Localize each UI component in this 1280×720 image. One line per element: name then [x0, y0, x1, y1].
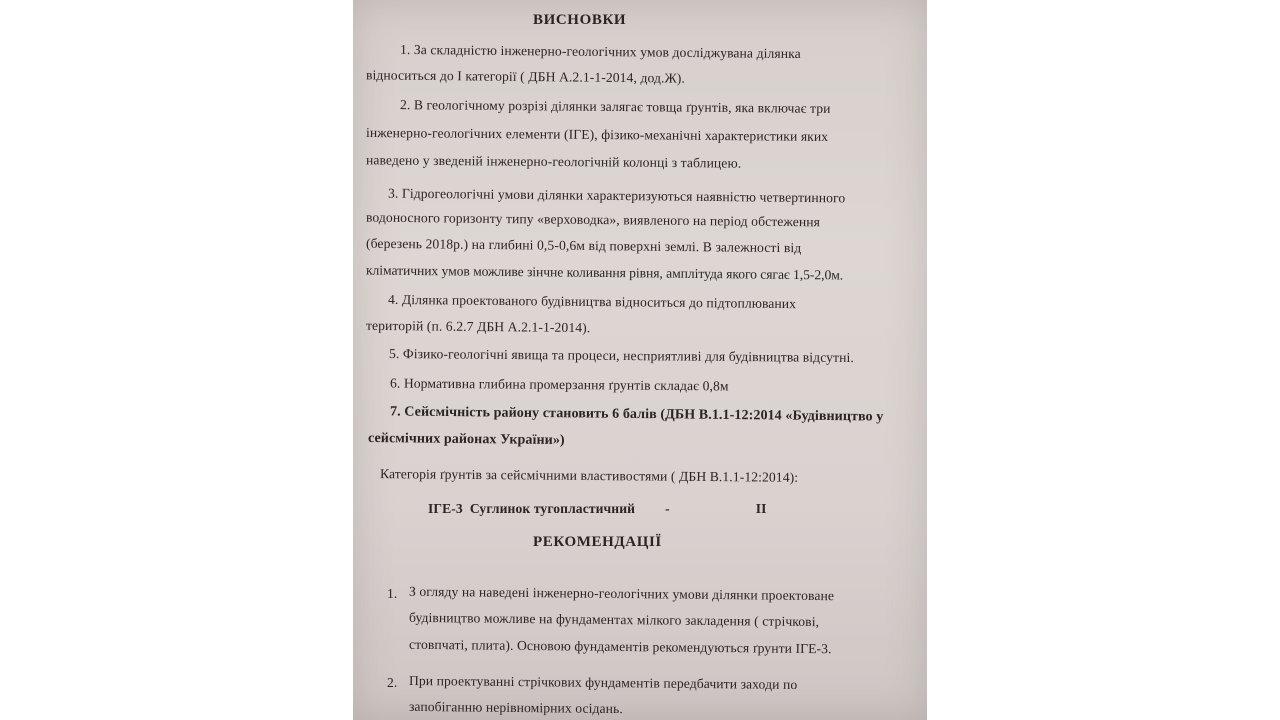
recommendation-1-line-3: стовпчаті, плита). Основою фундаментів рекомендуються ґрунти ІГЕ-3. [408, 636, 832, 657]
conclusion-2-line-3: наведено у зведеній інженерно-геологічній колонці з таблицею. [365, 152, 742, 171]
soil-category: ІІ [755, 501, 767, 516]
soil-element: ІГЕ-3 [428, 501, 463, 516]
conclusion-7-line-1: 7. Сейсмічність району становить 6 балів (ДБН В.1.1-12:2014 «Будівництво у [389, 404, 884, 425]
conclusion-3-line-1: 3. Гідрогеологічні умови ділянки характеризуються наявністю четвертинного [387, 185, 846, 206]
conclusion-4-line-2: територій (п. 6.2.7 ДБН А.2.1-1-2014). [365, 317, 591, 336]
conclusion-4-line-1: 4. Ділянка проектованого будівництва відноситься до підтоплюваних [387, 291, 797, 312]
recommendation-2-line-1: При проектуванні стрічкових фундаментів передбачити заходи по [408, 672, 798, 693]
document-photo [353, 0, 927, 720]
recommendation-1-line-2: будівництво можливе на фундаментах мілкого закладення ( стрічкові, [408, 609, 820, 630]
conclusion-7-line-2: сейсмічних районах України») [367, 430, 565, 449]
recommendation-2-line-2: запобіганню нерівномірних осідань. [408, 698, 623, 717]
conclusion-1-line-1: 1. За складністю інженерно-геологічних умов досліджувана ділянка [399, 41, 801, 62]
recommendation-2-number: 2. [387, 675, 398, 690]
conclusion-3-line-2: водоносного горизонту типу «верховодка», виявленого на період обстеження [365, 209, 821, 230]
conclusion-5-line-1: 5. Фізико-геологічні явища та процеси, несприятливі для будівництва відсутні. [388, 345, 854, 366]
conclusion-6-line-1: 6. Нормативна глибина промерзання ґрунтів складає 0,8м [389, 375, 729, 394]
conclusions-heading: ВИСНОВКИ [533, 12, 627, 28]
soil-name: Суглинок тугопластичний [469, 501, 636, 516]
recommendation-1-line-1: З огляду на наведені інженерно-геологічних умови ділянки проектоване [408, 583, 835, 604]
soil-row [428, 500, 767, 518]
seismic-category-line: Категорія ґрунтів за сейсмічними властивостями ( ДБН В.1.1-12:2014): [379, 466, 799, 485]
soil-dash: - [665, 501, 670, 516]
conclusion-1-line-2: відноситься до І категорії ( ДБН А.2.1-1-2014, дод.Ж). [365, 67, 686, 86]
recommendation-1-number: 1. [387, 586, 398, 601]
recommendations-heading: РЕКОМЕНДАЦІЇ [533, 534, 662, 550]
conclusion-3-line-4: кліматичних умов можливе зінчне коливання рівня, амплітуда якого сягає 1,5-2,0м. [365, 262, 844, 283]
conclusion-3-line-3: (березень 2018р.) на глибині 0,5-0,6м від поверхні землі. В залежності від [365, 235, 802, 256]
conclusion-2-line-1: 2. В геологічному розрізі ділянки залягає товща ґрунтів, яка включає три [399, 97, 831, 116]
conclusion-2-line-2: інженерно-геологічних елементи (ІГЕ), фізико-механічні характеристики яких [365, 124, 829, 145]
